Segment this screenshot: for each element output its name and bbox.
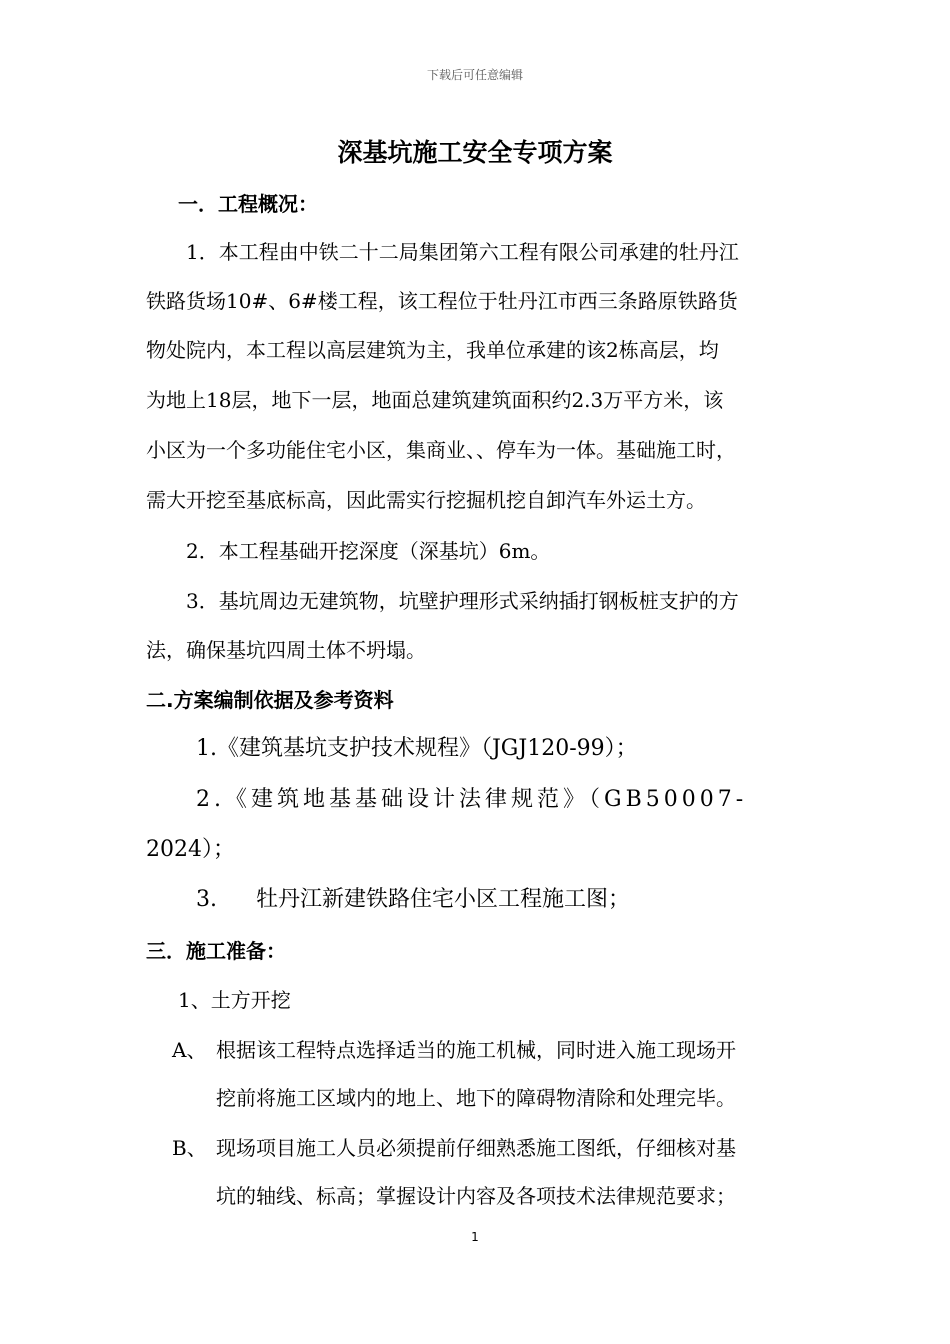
reference-item: 2024）； — [146, 837, 235, 862]
list-item-label: A、 — [172, 1038, 207, 1062]
list-item: 根据该工程特点选择适当的施工机械，同时进入施工现场开 — [216, 1038, 736, 1062]
reference-item: 牡丹江新建铁路住宅小区工程施工图； — [256, 887, 631, 912]
reference-item: 1.《建筑基坑支护技术规程》（JGJ120-99）； — [196, 736, 638, 761]
section-3-heading: 三．施工准备： — [146, 939, 286, 963]
list-item: 坑的轴线、标高；掌握设计内容及各项技术法律规范要求； — [216, 1184, 736, 1208]
list-item-label: B、 — [172, 1136, 207, 1160]
paragraph-line: 2．本工程基础开挖深度（深基坑）6m。 — [186, 539, 551, 563]
list-item: 现场项目施工人员必须提前仔细熟悉施工图纸，仔细核对基 — [216, 1136, 736, 1160]
reference-item: 2.《建筑地基基础设计法律规范》（GB50007- — [196, 787, 748, 812]
page-number: 1 — [471, 1230, 479, 1244]
paragraph-line: 3．基坑周边无建筑物，坑壁护理形式采纳插打钢板桩支护的方 — [186, 589, 739, 613]
paragraph-line: 需大开挖至基底标高，因此需实行挖掘机挖自卸汽车外运土方。 — [146, 488, 706, 512]
paragraph-line: 铁路货场10#、6#楼工程，该工程位于牡丹江市西三条路原铁路货 — [146, 289, 738, 313]
paragraph-line: 法，确保基坑四周土体不坍塌。 — [146, 638, 426, 662]
section-2-heading: 二.方案编制依据及参考资料 — [146, 688, 394, 712]
section-1-heading: 一．工程概况： — [178, 192, 318, 216]
list-item: 挖前将施工区域内的地上、地下的障碍物清除和处理完毕。 — [216, 1086, 736, 1110]
paragraph-line: 物处院内，本工程以高层建筑为主，我单位承建的该2栋高层，均 — [146, 338, 719, 362]
paragraph-line: 小区为一个多功能住宅小区，集商业、、停车为一体。基础施工时， — [146, 438, 736, 462]
page-header: 下载后可任意编辑 — [426, 68, 523, 82]
paragraph-line: 1．本工程由中铁二十二局集团第六工程有限公司承建的牡丹江 — [186, 240, 739, 264]
document-title: 深基坑施工安全专项方案 — [337, 138, 613, 167]
reference-item-number: 3. — [196, 887, 217, 912]
subsection-heading: 1、土方开挖 — [178, 988, 291, 1012]
paragraph-line: 为地上18层，地下一层，地面总建筑建筑面积约2.3万平方米，该 — [146, 388, 724, 412]
